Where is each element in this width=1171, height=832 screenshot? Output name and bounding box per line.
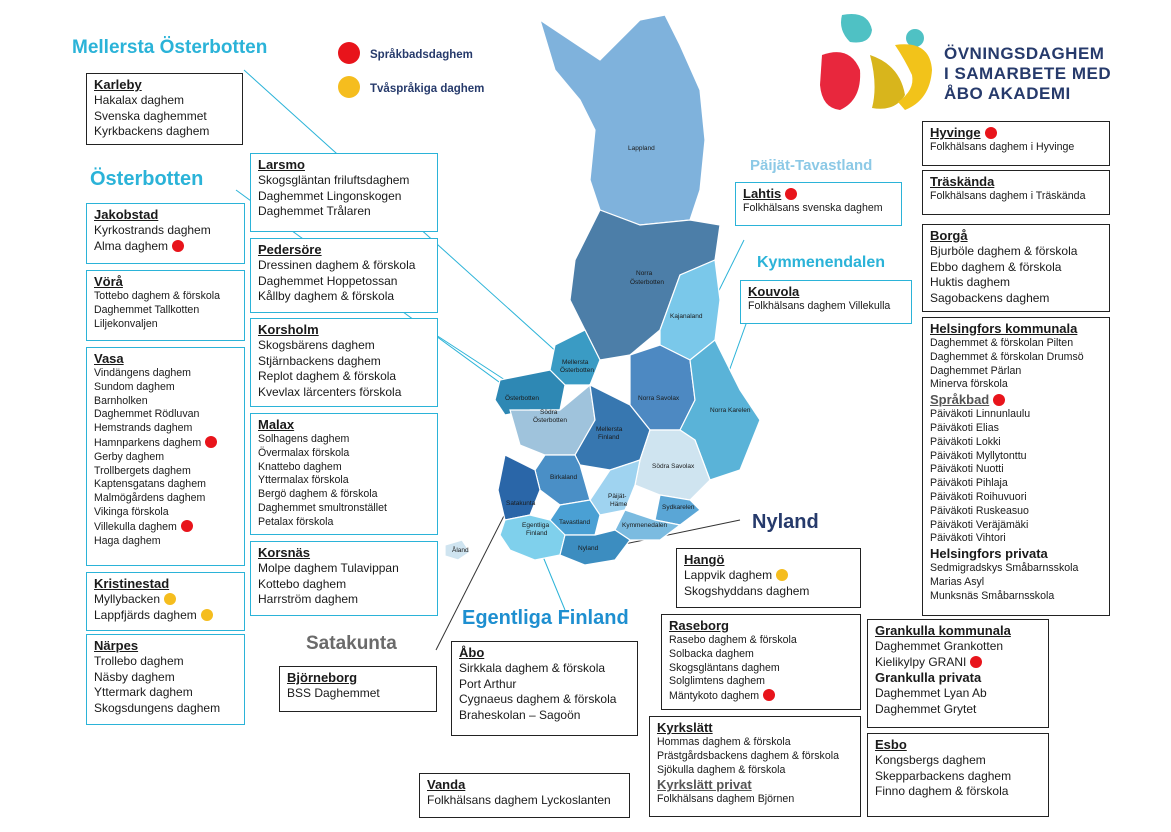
map-label-kajanaland: Kajanaland — [670, 313, 703, 320]
box-title: Björneborg — [287, 670, 358, 685]
map-label-mellersta-osterbotten: Mellersta — [562, 359, 589, 366]
list-item: Sjökulla daghem & förskola — [657, 763, 786, 776]
list-item: Bjurböle daghem & förskola — [930, 244, 1078, 258]
map-label-norra-osterbotten: Österbotten — [630, 279, 664, 286]
list-item-text: Mäntykoto daghem — [669, 690, 760, 703]
list-item: Folkhälsans daghem Villekulla — [748, 300, 891, 312]
map-label-osterbotten: Österbotten — [505, 395, 539, 402]
box-hango — [676, 548, 861, 608]
list-item: Solglimtens daghem — [669, 675, 765, 688]
box-bjorneborg — [279, 666, 437, 712]
list-item — [94, 239, 237, 255]
box-borga — [922, 224, 1110, 312]
list-item: Port Arthur — [459, 676, 517, 691]
list-item: Skogsbärens daghem — [258, 338, 375, 352]
list-item: Munksnäs Småbarnsskola — [930, 589, 1055, 602]
list-item — [875, 655, 1041, 671]
box-pedersore — [250, 238, 438, 313]
region-title-satakunta: Satakunta — [306, 633, 397, 654]
box-narpes — [86, 634, 245, 725]
red-dot-icon — [970, 656, 982, 668]
list-item: Päiväkoti Roihuvuori — [930, 490, 1027, 503]
box-subtitle: Helsingfors privata — [930, 546, 1048, 562]
list-item: Skogshyddans daghem — [684, 583, 810, 598]
list-item: Sedmigradskys Småbarnsskola — [930, 562, 1079, 575]
box-esbo — [867, 733, 1049, 817]
box-title: Korsnäs — [258, 545, 311, 560]
list-item-text: Villekulla daghem — [94, 520, 177, 533]
region-title-egentliga-finland: Egentliga Finland — [462, 607, 629, 629]
box-title: Närpes — [94, 638, 139, 653]
list-item: Harrström daghem — [258, 592, 359, 606]
map-label-sodra-osterbotten: Österbotten — [533, 417, 567, 424]
map-label-sodra-osterbotten: Södra — [540, 409, 558, 416]
list-item: Yttermalax förskola — [258, 474, 349, 487]
box-title: Vanda — [427, 777, 466, 792]
list-item: Barnholken — [94, 394, 148, 407]
list-item: Päiväkoti Vihtori — [930, 532, 1006, 545]
map-label-lappland: Lappland — [628, 145, 655, 152]
box-title: Träskända — [930, 174, 995, 189]
list-item: Kållby daghem & förskola — [258, 289, 395, 303]
list-item: Päiväkoti Lokki — [930, 435, 1001, 448]
list-item: Sirkkala daghem & förskola — [459, 661, 606, 675]
box-title: Grankulla kommunala — [875, 623, 1011, 638]
list-item: Prästgårdsbackens daghem & förskola — [657, 749, 839, 762]
list-item — [94, 436, 237, 451]
list-item: Daghemmet Pärlan — [930, 364, 1022, 377]
list-item: Kottebo daghem — [258, 576, 347, 591]
box-subtitle-row — [930, 392, 1102, 408]
list-item: Replot daghem & förskola — [258, 369, 397, 383]
red-dot-icon — [993, 394, 1005, 406]
list-item-text: Hamnparkens daghem — [94, 436, 202, 449]
map-label-norra-karelen: Norra Karelen — [710, 407, 751, 414]
list-item: Solbacka daghem — [669, 647, 754, 660]
box-title: Karleby — [94, 77, 142, 92]
list-item: Näsby daghem — [94, 669, 175, 684]
list-item: Daghemmet Rödluvan — [94, 408, 200, 421]
map-label-mellersta-finland: Mellersta — [596, 426, 623, 433]
box-hyvinge — [922, 121, 1110, 166]
list-item: Hommas daghem & förskola — [657, 736, 791, 748]
box-larsmo — [250, 153, 438, 232]
list-item: Folkhälsans daghem Björnen — [657, 793, 795, 806]
map-label-mellersta-finland: Finland — [598, 434, 620, 441]
box-traskanda — [922, 170, 1110, 215]
list-item — [684, 568, 853, 584]
list-item — [94, 592, 237, 608]
region-title-paijat-tavastland: Päijät-Tavastland — [750, 157, 873, 174]
list-item: Gerby daghem — [94, 450, 165, 463]
list-item: Daghemmet Trålaren — [258, 204, 371, 218]
list-item: Liljekonvaljen — [94, 317, 158, 330]
list-item: Kongsbergs daghem — [875, 753, 986, 767]
list-item: Kaptensgatans daghem — [94, 478, 206, 491]
box-title: Kyrkslätt — [657, 720, 713, 735]
box-title: Larsmo — [258, 157, 305, 172]
list-item: Bergö daghem & förskola — [258, 488, 378, 501]
list-item: Braheskolan – Sagoön — [459, 707, 581, 722]
yellow-dot-icon — [776, 569, 788, 581]
list-item: Skogsdungens daghem — [94, 700, 221, 715]
box-lahtis — [735, 182, 902, 226]
list-item: Stjärnbackens daghem — [258, 353, 381, 368]
map-label-norra-osterbotten: Norra — [636, 270, 653, 277]
map-label-egentliga-finland: Egentliga — [522, 522, 550, 529]
red-dot-icon — [785, 188, 797, 200]
list-item: BSS Daghemmet — [287, 686, 380, 700]
list-item: Päiväkoti Linnunlaulu — [930, 408, 1031, 421]
list-item: Daghemmet smultronstället — [258, 501, 387, 514]
list-item: Trollebo daghem — [94, 654, 184, 668]
region-title-kymmenendalen: Kymmenendalen — [757, 254, 886, 271]
box-title: Esbo — [875, 737, 907, 752]
list-item-text: Alma daghem — [94, 238, 169, 253]
list-item: Övermalax förskola — [258, 446, 350, 459]
map-label-sydkarelen: Sydkarelen — [662, 504, 695, 511]
box-title: Vörå — [94, 274, 123, 289]
legend-yellow-label: Tvåspråkiga daghem — [370, 83, 485, 95]
list-item-text: Lappvik daghem — [684, 568, 773, 582]
box-karleby — [86, 73, 243, 145]
list-item: Malmögårdens daghem — [94, 492, 206, 505]
list-item: Ebbo daghem & förskola — [930, 259, 1062, 274]
box-subtitle: Kyrkslätt privat — [657, 777, 752, 793]
list-item: Sagobackens daghem — [930, 290, 1050, 305]
list-item: Kyrkostrands daghem — [94, 223, 211, 237]
list-item: Rasebo daghem & förskola — [669, 634, 797, 646]
list-item: Päiväkoti Myllytonttu — [930, 449, 1027, 462]
box-malax — [250, 413, 438, 535]
map-label-paijat-hame: Päijät- — [608, 493, 627, 500]
list-item: Daghemmet Hoppetossan — [258, 273, 398, 288]
box-grankulla — [867, 619, 1049, 728]
list-item: Marias Asyl — [930, 575, 985, 588]
list-item: Finno daghem & förskola — [875, 784, 1009, 798]
region-title-mellersta-osterbotten: Mellersta Österbotten — [72, 37, 268, 58]
box-title: Pedersöre — [258, 242, 322, 257]
map-label-satakunta: Satakunta — [506, 500, 536, 507]
box-helsingfors — [922, 317, 1110, 616]
box-title-row — [930, 125, 1102, 141]
map-label-aland: Åland — [452, 547, 469, 554]
red-dot-icon — [172, 240, 184, 252]
list-item: Folkhälsans svenska daghem — [743, 202, 883, 214]
box-kristinestad — [86, 572, 245, 631]
yellow-dot-icon — [201, 609, 213, 621]
red-dot-icon — [338, 42, 360, 64]
list-item: Knattebo daghem — [258, 460, 342, 473]
yellow-dot-icon — [164, 593, 176, 605]
red-dot-icon — [985, 127, 997, 139]
list-item: Folkhälsans daghem i Träskända — [930, 190, 1086, 202]
map-label-paijat-hame: Häme — [610, 501, 628, 508]
list-item: Daghemmet Grytet — [875, 701, 977, 716]
list-item: Folkhälsans daghem i Hyvinge — [930, 141, 1075, 153]
box-title: Åbo — [459, 645, 485, 660]
list-item: Päiväkoti Nuotti — [930, 463, 1004, 476]
box-title: Jakobstad — [94, 207, 159, 222]
list-item: Petalax förskola — [258, 515, 334, 528]
yellow-dot-icon — [338, 76, 360, 98]
list-item: Vikinga förskola — [94, 505, 169, 518]
list-item: Sundom daghem — [94, 380, 175, 393]
list-item — [94, 608, 237, 624]
list-item: Molpe daghem Tulavippan — [258, 561, 399, 575]
box-korsholm — [250, 318, 438, 407]
list-item: Vindängens daghem — [94, 367, 191, 379]
list-item: Skogsgläntan friluftsdaghem — [258, 173, 410, 187]
box-subtitle: Grankulla privata — [875, 670, 982, 685]
list-item: Hakalax daghem — [94, 93, 185, 107]
box-abo — [451, 641, 638, 736]
box-title: Kristinestad — [94, 576, 170, 591]
box-vora — [86, 270, 245, 341]
list-item: Folkhälsans daghem Lyckoslanten — [427, 793, 611, 807]
box-title: Vasa — [94, 351, 124, 366]
map-label-egentliga-finland: Finland — [526, 530, 548, 537]
list-item: Svenska daghemmet — [94, 108, 207, 123]
map-label-nyland: Nyland — [578, 545, 599, 552]
map-label-sodra-savolax: Södra Savolax — [652, 463, 695, 470]
list-item: Päiväkoti Veräjämäki — [930, 518, 1029, 531]
box-vasa — [86, 347, 245, 566]
list-item: Daghemmet Tallkotten — [94, 303, 200, 316]
box-title-row — [743, 186, 894, 202]
map-label-kymmenedalen: Kymmenedalen — [622, 522, 668, 529]
list-item: Päiväkoti Pihlaja — [930, 477, 1008, 490]
legend-yellow — [338, 76, 484, 98]
region-satakunta — [498, 455, 540, 520]
logo-line: I SAMARBETE MED — [944, 64, 1112, 83]
box-title: Hangö — [684, 552, 725, 567]
list-item: Daghemmet & förskolan Drumsö — [930, 350, 1084, 363]
list-item: Solhagens daghem — [258, 433, 350, 445]
list-item: Cygnaeus daghem & förskola — [459, 692, 617, 706]
map-label-norra-savolax: Norra Savolax — [638, 395, 680, 402]
box-vanda — [419, 773, 630, 818]
list-item: Kvevlax lärcenters förskola — [258, 384, 402, 399]
list-item — [94, 520, 237, 535]
list-item-text: Myllybacken — [94, 592, 161, 606]
red-dot-icon — [763, 689, 775, 701]
box-title: Malax — [258, 417, 295, 432]
list-item-text: Lappfjärds daghem — [94, 607, 197, 622]
box-subtitle: Språkbad — [930, 392, 990, 408]
logo-line: ÖVNINGSDAGHEM — [944, 44, 1105, 63]
logo-graphic — [820, 14, 932, 110]
list-item: Hemstrands daghem — [94, 422, 193, 435]
red-dot-icon — [205, 436, 217, 448]
region-title-osterbotten: Österbotten — [90, 168, 204, 190]
box-kyrkslatt — [649, 716, 861, 817]
list-item: Tottebo daghem & förskola — [94, 290, 221, 302]
list-item: Päiväkoti Elias — [930, 421, 999, 434]
logo-line: ÅBO AKADEMI — [944, 84, 1071, 103]
list-item — [669, 689, 853, 704]
legend-red-label: Språkbadsdaghem — [370, 49, 473, 61]
red-dot-icon — [181, 520, 193, 532]
region-title-nyland: Nyland — [752, 511, 819, 533]
box-title: Helsingfors kommunala — [930, 321, 1078, 336]
list-item: Kyrkbackens daghem — [94, 124, 210, 138]
list-item-text: Kielikylpy GRANI — [875, 654, 967, 669]
map-label-mellersta-osterbotten: Österbotten — [560, 367, 594, 374]
list-item: Daghemmet Lyan Ab — [875, 686, 987, 700]
list-item: Haga daghem — [94, 534, 161, 547]
box-title: Hyvinge — [930, 125, 981, 140]
list-item: Trollbergets daghem — [94, 464, 191, 477]
region-lappland — [540, 15, 705, 225]
box-title: Kouvola — [748, 284, 800, 299]
box-korsnas — [250, 541, 438, 616]
logo-text — [944, 44, 1111, 104]
list-item: Daghemmet & förskolan Pilten — [930, 337, 1074, 349]
list-item: Minerva förskola — [930, 378, 1008, 391]
box-kouvola — [740, 280, 912, 324]
legend-red — [338, 42, 473, 64]
box-title: Korsholm — [258, 322, 319, 337]
box-title: Borgå — [930, 228, 968, 243]
box-title: Raseborg — [669, 618, 729, 633]
list-item: Skepparbackens daghem — [875, 768, 1012, 783]
list-item: Skogsgläntans daghem — [669, 661, 780, 674]
list-item: Huktis daghem — [930, 275, 1011, 289]
map-label-birkaland: Birkaland — [550, 474, 578, 481]
list-item: Dressinen daghem & förskola — [258, 258, 416, 272]
list-item: Daghemmet Lingonskogen — [258, 188, 402, 203]
list-item: Päiväkoti Ruskeasuo — [930, 504, 1029, 517]
list-item: Daghemmet Grankotten — [875, 639, 1004, 653]
box-raseborg — [661, 614, 861, 710]
map-label-tavastland: Tavastland — [559, 519, 591, 526]
leader-line — [436, 335, 505, 380]
box-jakobstad — [86, 203, 245, 264]
box-title: Lahtis — [743, 186, 782, 201]
list-item: Yttermark daghem — [94, 685, 193, 699]
